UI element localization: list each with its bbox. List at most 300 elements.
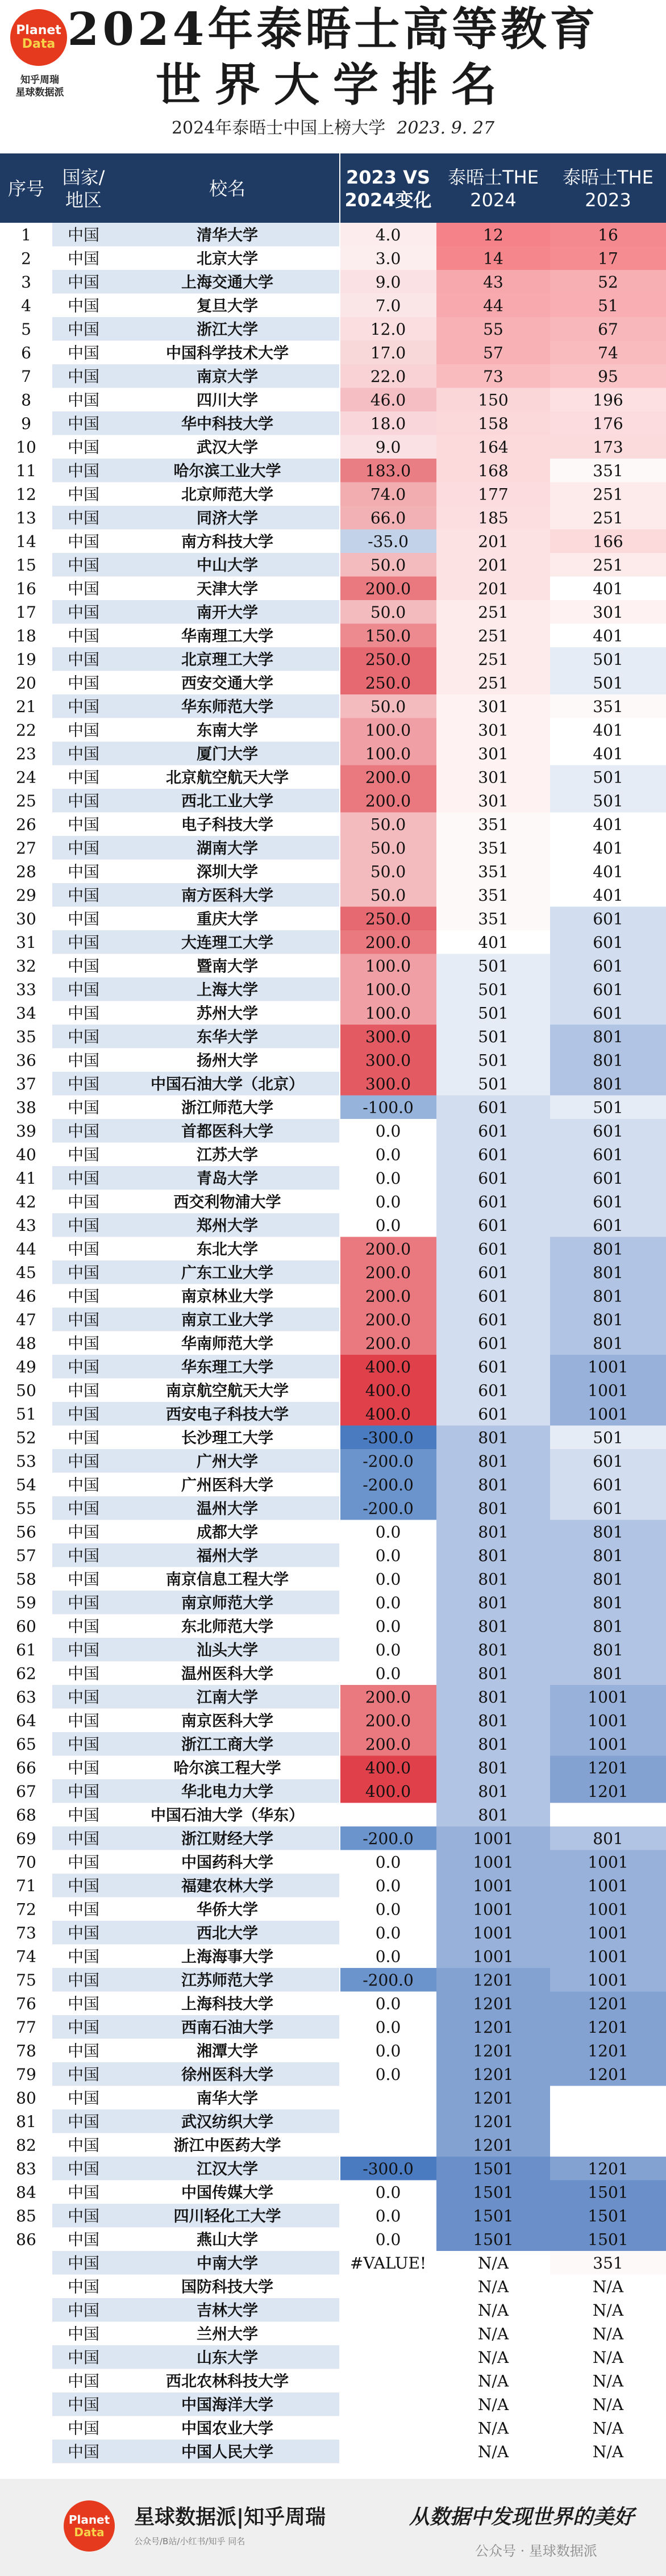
row-university: 浙江财经大学 — [181, 1830, 273, 1848]
row-rank-2024: 201 — [478, 532, 509, 551]
row-rank-2024: 801 — [478, 1782, 509, 1801]
row-rank-2023: N/A — [592, 2277, 624, 2296]
row-university: 汕头大学 — [197, 1641, 258, 1659]
row-country: 中国 — [67, 2277, 100, 2296]
row-rank-2024: 301 — [478, 768, 509, 787]
row-country: 中国 — [67, 744, 100, 763]
row-university: 哈尔滨工程大学 — [173, 1759, 281, 1778]
row-rank-2024: 1001 — [473, 1829, 514, 1848]
title-line-2: 世界大学排名 — [156, 58, 510, 111]
row-rank-2024: 601 — [478, 1381, 509, 1400]
row-country: 中国 — [67, 438, 100, 457]
row-rank-2023: 801 — [593, 1640, 623, 1659]
rank-2023-cell — [550, 1803, 666, 1827]
row-rank-2023: N/A — [592, 2419, 624, 2438]
row-country: 中国 — [67, 1805, 100, 1825]
row-rank-2024: 1201 — [473, 2088, 514, 2108]
row-country: 中国 — [67, 1782, 100, 1801]
row-change: 0.0 — [375, 1216, 401, 1235]
column-header-1: 地区 — [65, 189, 102, 211]
row-country: 中国 — [67, 367, 100, 386]
title-line-1: 2024年泰晤士高等教育 — [67, 2, 599, 56]
row-university: 浙江师范大学 — [181, 1099, 273, 1117]
column-header-3: 2024变化 — [344, 189, 432, 211]
row-university: 天津大学 — [197, 580, 258, 598]
row-country: 中国 — [67, 343, 100, 363]
row-change: 66.0 — [370, 508, 406, 527]
row-rank-2024: 1501 — [473, 2206, 514, 2225]
row-index: 22 — [16, 721, 36, 740]
row-change: 0.0 — [375, 1617, 401, 1636]
row-index: 85 — [16, 2206, 36, 2225]
row-university: 成都大学 — [197, 1524, 258, 1542]
row-change: 9.0 — [375, 272, 401, 292]
row-university: 厦门大学 — [197, 745, 258, 763]
row-change: 100.0 — [365, 956, 411, 976]
row-rank-2024: 150 — [478, 390, 509, 410]
row-change: 200.0 — [365, 1239, 411, 1259]
row-rank-2023: 166 — [593, 532, 623, 551]
row-change: 200.0 — [365, 1334, 411, 1353]
row-change: 0.0 — [375, 1664, 401, 1683]
row-index: 43 — [16, 1216, 36, 1235]
row-index: 34 — [16, 1004, 36, 1023]
row-university: 中国药科大学 — [181, 1854, 273, 1872]
row-rank-2023: 501 — [593, 768, 623, 787]
row-index: 46 — [16, 1287, 36, 1306]
row-change: -200.0 — [363, 1475, 414, 1495]
column-header-1: 国家/ — [62, 167, 105, 188]
row-change: 100.0 — [365, 744, 411, 763]
row-index: 16 — [16, 579, 36, 598]
row-rank-2023: 1001 — [588, 1853, 628, 1872]
row-change: -200.0 — [363, 1829, 414, 1848]
row-change: 74.0 — [370, 485, 406, 504]
row-index: 32 — [16, 956, 36, 976]
row-rank-2024: 801 — [478, 1640, 509, 1659]
row-university: 南京医科大学 — [181, 1712, 273, 1730]
row-rank-2023: 801 — [593, 1310, 623, 1329]
row-index: 68 — [16, 1805, 36, 1825]
row-rank-2023: 95 — [598, 367, 618, 386]
rank-2023-cell — [550, 2133, 666, 2157]
row-change: 12.0 — [370, 319, 406, 339]
row-change: 0.0 — [375, 1168, 401, 1188]
row-rank-2024: 1201 — [473, 2017, 514, 2037]
row-change: 100.0 — [365, 1004, 411, 1023]
row-country: 中国 — [67, 2065, 100, 2084]
row-index: 17 — [16, 602, 36, 622]
row-country: 中国 — [67, 768, 100, 787]
row-country: 中国 — [67, 225, 100, 244]
row-index: 40 — [16, 1145, 36, 1164]
footer — [0, 2479, 666, 2576]
row-index: 83 — [16, 2159, 36, 2178]
row-country: 中国 — [67, 2300, 100, 2320]
column-header-2: 校名 — [209, 178, 246, 199]
row-country: 中国 — [67, 2183, 100, 2202]
row-rank-2023: 173 — [593, 438, 623, 457]
row-change: -100.0 — [363, 1098, 414, 1117]
row-rank-2023: 601 — [593, 1192, 623, 1212]
row-rank-2024: N/A — [477, 2277, 509, 2296]
row-rank-2023: 401 — [593, 862, 623, 881]
row-rank-2024: N/A — [477, 2442, 509, 2461]
row-index: 52 — [16, 1428, 36, 1447]
row-country: 中国 — [67, 2253, 100, 2273]
row-change: 50.0 — [370, 885, 406, 905]
row-index: 7 — [21, 367, 31, 386]
row-rank-2024: 1001 — [473, 1923, 514, 1942]
row-country: 中国 — [67, 1711, 100, 1730]
row-country: 中国 — [67, 1617, 100, 1636]
row-rank-2024: 185 — [478, 508, 509, 527]
row-university: 浙江中医药大学 — [173, 2137, 281, 2155]
row-change: 0.0 — [375, 1145, 401, 1164]
row-rank-2024: N/A — [477, 2371, 509, 2391]
row-rank-2024: N/A — [477, 2348, 509, 2367]
footer-small-text: 公众号/B站/小红书/知乎 同名 — [134, 2536, 245, 2546]
row-university: 扬州大学 — [197, 1052, 258, 1070]
row-university: 中国传媒大学 — [181, 2184, 273, 2202]
row-rank-2023: 251 — [593, 508, 623, 527]
logo-text-data: Data — [22, 37, 56, 51]
row-rank-2024: 601 — [478, 1357, 509, 1376]
row-country: 中国 — [67, 1287, 100, 1306]
row-rank-2023: 601 — [593, 933, 623, 952]
row-university: 中国科学技术大学 — [166, 344, 289, 363]
row-country: 中国 — [67, 1758, 100, 1778]
row-university: 四川轻化工大学 — [173, 2207, 281, 2225]
row-rank-2023: 801 — [593, 1829, 623, 1848]
row-index: 69 — [16, 1829, 36, 1848]
row-university: 中国石油大学（华东） — [151, 1807, 304, 1825]
change-cell — [340, 2275, 436, 2299]
row-change: 0.0 — [375, 1923, 401, 1942]
row-change: 0.0 — [375, 1522, 401, 1542]
row-change: 0.0 — [375, 1546, 401, 1565]
change-cell — [340, 1803, 436, 1827]
row-rank-2024: 164 — [478, 438, 509, 457]
row-rank-2023: 1001 — [588, 1900, 628, 1919]
change-cell — [340, 2298, 436, 2322]
row-university: 南京工业大学 — [181, 1311, 273, 1329]
row-rank-2023: 351 — [593, 461, 623, 480]
row-index: 78 — [16, 2041, 36, 2061]
rank-2023-cell — [550, 2109, 666, 2133]
row-university: 暨南大学 — [197, 958, 258, 976]
row-rank-2023: 67 — [598, 319, 618, 339]
row-rank-2024: 801 — [478, 1687, 509, 1707]
row-country: 中国 — [67, 1263, 100, 1282]
row-index: 76 — [16, 1994, 36, 2013]
row-university: 重庆大学 — [197, 910, 258, 929]
column-header-5: 2023 — [585, 189, 631, 211]
row-country: 中国 — [67, 1593, 100, 1612]
row-change: 300.0 — [365, 1027, 411, 1046]
row-rank-2024: 1501 — [473, 2159, 514, 2178]
row-change: 250.0 — [365, 909, 411, 929]
row-rank-2024: 158 — [478, 414, 509, 433]
row-rank-2023: 401 — [593, 838, 623, 858]
row-change: 18.0 — [370, 414, 406, 433]
row-country: 中国 — [67, 1004, 100, 1023]
row-change: 0.0 — [375, 2041, 401, 2061]
row-country: 中国 — [67, 909, 100, 929]
row-rank-2023: 1001 — [588, 1404, 628, 1424]
row-rank-2024: 601 — [478, 1287, 509, 1306]
row-country: 中国 — [67, 1522, 100, 1542]
row-index: 30 — [16, 909, 36, 929]
row-university: 上海交通大学 — [181, 273, 273, 292]
row-university: 北京航空航天大学 — [166, 769, 289, 787]
row-country: 中国 — [67, 2348, 100, 2367]
row-index: 24 — [16, 768, 36, 787]
row-rank-2023: 52 — [598, 272, 618, 292]
row-index: 47 — [16, 1310, 36, 1329]
row-index: 82 — [16, 2136, 36, 2155]
row-country: 中国 — [67, 1098, 100, 1117]
row-university: 苏州大学 — [197, 1005, 258, 1023]
row-rank-2023: 801 — [593, 1263, 623, 1282]
row-rank-2024: 251 — [478, 602, 509, 622]
row-rank-2023: 74 — [598, 343, 618, 363]
row-rank-2023: 801 — [593, 1546, 623, 1565]
row-index: 11 — [16, 461, 36, 480]
row-country: 中国 — [67, 1334, 100, 1353]
row-index: 39 — [16, 1121, 36, 1141]
row-country: 中国 — [67, 721, 100, 740]
row-rank-2023: 601 — [593, 1145, 623, 1164]
row-university: 南京师范大学 — [181, 1594, 273, 1612]
row-rank-2024: 351 — [478, 909, 509, 929]
row-rank-2024: 1201 — [473, 2112, 514, 2131]
row-country: 中国 — [67, 1168, 100, 1188]
row-change: 0.0 — [375, 2206, 401, 2225]
row-change: 4.0 — [375, 225, 401, 244]
row-change: 183.0 — [365, 461, 411, 480]
row-rank-2024: 501 — [478, 956, 509, 976]
row-rank-2023: N/A — [592, 2300, 624, 2320]
row-rank-2023: 801 — [593, 1664, 623, 1683]
logo-text-planet: Planet — [16, 23, 61, 38]
row-index: 56 — [16, 1522, 36, 1542]
row-rank-2024: 201 — [478, 579, 509, 598]
row-country: 中国 — [67, 1994, 100, 2013]
row-university: 华东理工大学 — [181, 1358, 273, 1376]
row-rank-2023: 601 — [593, 1475, 623, 1495]
row-rank-2024: 301 — [478, 697, 509, 716]
row-change: 100.0 — [365, 980, 411, 999]
row-country: 中国 — [67, 2017, 100, 2037]
row-university: 西南石油大学 — [181, 2019, 273, 2037]
row-rank-2023: 1201 — [588, 1782, 628, 1801]
change-cell — [340, 2133, 436, 2157]
column-header-5: 泰晤士THE — [563, 167, 653, 188]
row-country: 中国 — [67, 602, 100, 622]
row-country: 中国 — [67, 2041, 100, 2061]
row-rank-2024: 601 — [478, 1098, 509, 1117]
row-index: 63 — [16, 1687, 36, 1707]
row-rank-2024: 601 — [478, 1404, 509, 1424]
row-rank-2023: 801 — [593, 1051, 623, 1070]
row-rank-2023: 801 — [593, 1334, 623, 1353]
row-rank-2024: 601 — [478, 1263, 509, 1282]
row-country: 中国 — [67, 1947, 100, 1966]
row-country: 中国 — [67, 1404, 100, 1424]
row-index: 37 — [16, 1074, 36, 1093]
row-rank-2023: 501 — [593, 1428, 623, 1447]
change-cell — [340, 2086, 436, 2110]
footer-brand: 星球数据派|知乎周瑞 — [134, 2506, 326, 2529]
row-country: 中国 — [67, 1687, 100, 1707]
row-rank-2023: 1001 — [588, 1711, 628, 1730]
row-country: 中国 — [67, 2324, 100, 2344]
row-change: 300.0 — [365, 1051, 411, 1070]
change-cell — [340, 2416, 436, 2440]
row-change: 200.0 — [365, 1711, 411, 1730]
row-rank-2024: 801 — [478, 1499, 509, 1518]
row-country: 中国 — [67, 1664, 100, 1683]
row-rank-2024: 1201 — [473, 1994, 514, 2013]
row-rank-2023: 801 — [593, 1239, 623, 1259]
row-change: 0.0 — [375, 1994, 401, 2013]
row-rank-2023: 801 — [593, 1027, 623, 1046]
row-rank-2024: 251 — [478, 673, 509, 693]
row-index: 25 — [16, 791, 36, 810]
row-rank-2024: 801 — [478, 1617, 509, 1636]
row-rank-2024: 1201 — [473, 2041, 514, 2061]
row-change: 0.0 — [375, 2065, 401, 2084]
row-rank-2024: 73 — [483, 367, 503, 386]
row-index: 67 — [16, 1782, 36, 1801]
row-country: 中国 — [67, 1428, 100, 1447]
row-index: 10 — [16, 438, 36, 457]
row-change: 150.0 — [365, 626, 411, 646]
row-university: 西安交通大学 — [181, 675, 273, 693]
row-rank-2023: 801 — [593, 1593, 623, 1612]
row-change: 50.0 — [370, 697, 406, 716]
row-university: 南京航空航天大学 — [166, 1382, 289, 1400]
row-university: 华南师范大学 — [181, 1335, 273, 1353]
row-rank-2024: 1001 — [473, 1947, 514, 1966]
row-rank-2023: 601 — [593, 1004, 623, 1023]
row-university: 广州大学 — [197, 1453, 258, 1471]
row-index: 28 — [16, 862, 36, 881]
row-rank-2023: 601 — [593, 1216, 623, 1235]
row-index: 44 — [16, 1239, 36, 1259]
row-country: 中国 — [67, 626, 100, 646]
row-rank-2024: 801 — [478, 1570, 509, 1589]
row-country: 中国 — [67, 2136, 100, 2155]
row-university: 南京大学 — [197, 368, 258, 386]
row-university: 大连理工大学 — [181, 934, 273, 952]
row-rank-2023: 801 — [593, 1287, 623, 1306]
row-index: 6 — [21, 343, 31, 363]
row-change: 0.0 — [375, 1853, 401, 1872]
row-university: 南开大学 — [197, 604, 258, 622]
row-rank-2023: 1501 — [588, 2183, 628, 2202]
row-university: 温州大学 — [197, 1500, 258, 1518]
row-rank-2024: 301 — [478, 744, 509, 763]
row-index: 9 — [21, 414, 31, 433]
row-rank-2023: 801 — [593, 1617, 623, 1636]
row-country: 中国 — [67, 2419, 100, 2438]
row-rank-2023: 301 — [593, 602, 623, 622]
row-country: 中国 — [67, 2230, 100, 2249]
row-rank-2024: 801 — [478, 1711, 509, 1730]
row-rank-2024: 801 — [478, 1451, 509, 1471]
row-index: 84 — [16, 2183, 36, 2202]
row-change: 200.0 — [365, 1310, 411, 1329]
row-change: 200.0 — [365, 1734, 411, 1754]
row-country: 中国 — [67, 1970, 100, 1990]
row-university: 江苏师范大学 — [181, 1971, 273, 1990]
column-header-3: 2023 VS — [346, 167, 431, 188]
row-rank-2023: 401 — [593, 579, 623, 598]
row-rank-2024: 801 — [478, 1664, 509, 1683]
row-university: 南方医科大学 — [181, 887, 273, 905]
row-university: 中国农业大学 — [181, 2420, 273, 2438]
row-university: 首都医科大学 — [181, 1122, 273, 1141]
row-index: 55 — [16, 1499, 36, 1518]
row-change: 50.0 — [370, 862, 406, 881]
row-university: 华东师范大学 — [181, 698, 273, 716]
row-index: 2 — [21, 249, 31, 268]
row-rank-2023: 501 — [593, 650, 623, 669]
row-change: 0.0 — [375, 1192, 401, 1212]
row-change: 400.0 — [365, 1758, 411, 1778]
footer-logo-text-data: Data — [74, 2525, 105, 2539]
row-rank-2024: 601 — [478, 1216, 509, 1235]
row-rank-2024: 1201 — [473, 1970, 514, 1990]
row-country: 中国 — [67, 272, 100, 292]
row-rank-2024: 301 — [478, 721, 509, 740]
row-country: 中国 — [67, 1734, 100, 1754]
row-university: 电子科技大学 — [181, 816, 273, 834]
row-change: 300.0 — [365, 1074, 411, 1093]
row-university: 南京林业大学 — [181, 1288, 273, 1306]
row-country: 中国 — [67, 933, 100, 952]
row-rank-2024: 401 — [478, 933, 509, 952]
row-index: 19 — [16, 650, 36, 669]
row-university: 东北师范大学 — [181, 1618, 273, 1636]
row-change: -200.0 — [363, 1451, 414, 1471]
row-country: 中国 — [67, 1546, 100, 1565]
row-rank-2024: 801 — [478, 1805, 509, 1825]
row-country: 中国 — [67, 461, 100, 480]
row-change: 250.0 — [365, 673, 411, 693]
change-cell — [340, 2345, 436, 2369]
row-rank-2024: 501 — [478, 1004, 509, 1023]
row-university: 四川大学 — [197, 392, 258, 410]
row-country: 中国 — [67, 2112, 100, 2131]
row-index: 15 — [16, 555, 36, 575]
row-rank-2023: 601 — [593, 1121, 623, 1141]
row-university: 浙江工商大学 — [181, 1736, 273, 1754]
row-change: 0.0 — [375, 1121, 401, 1141]
row-university: 中山大学 — [197, 556, 258, 575]
row-university: 江南大学 — [197, 1688, 258, 1707]
row-rank-2023: 1001 — [588, 1970, 628, 1990]
row-change: -200.0 — [363, 1970, 414, 1990]
row-rank-2024: 601 — [478, 1239, 509, 1259]
row-university: 复旦大学 — [197, 297, 258, 315]
row-index: 1 — [21, 225, 31, 244]
row-rank-2023: 1201 — [588, 2159, 628, 2178]
row-change: 0.0 — [375, 1570, 401, 1589]
row-rank-2024: 301 — [478, 791, 509, 810]
